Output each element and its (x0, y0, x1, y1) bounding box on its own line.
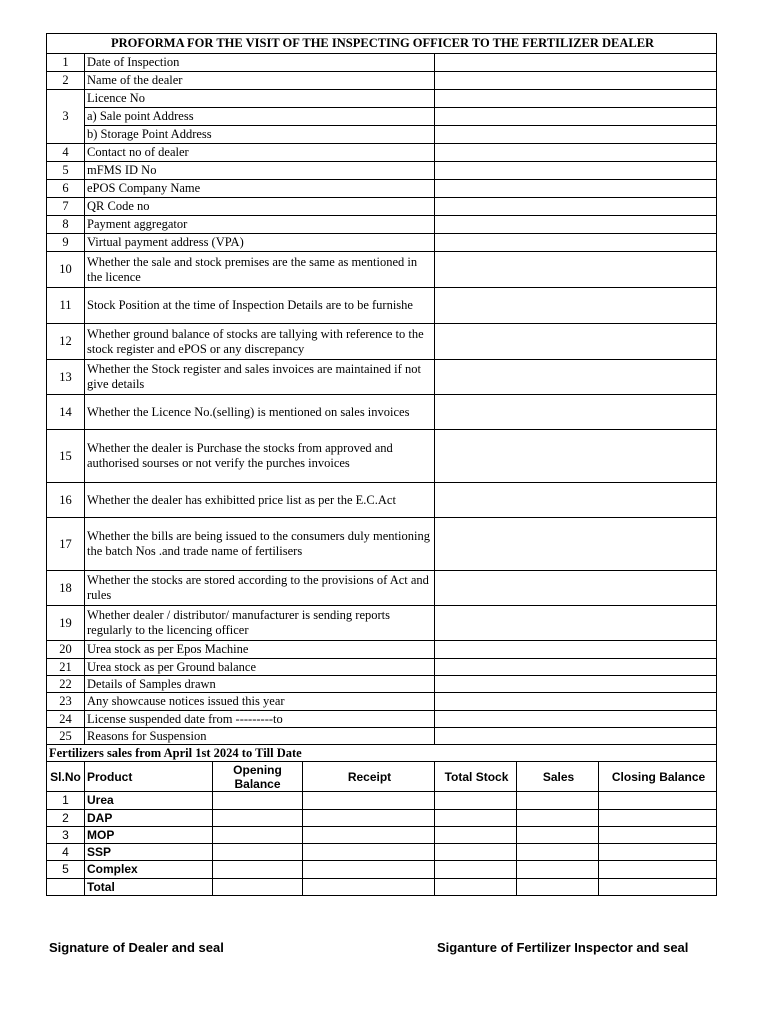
closing-balance-cell[interactable] (599, 792, 717, 810)
column-header: Opening Balance (213, 762, 303, 792)
inspector-signature-label: Siganture of Fertilizer Inspector and seal (437, 940, 689, 955)
product-number: 3 (47, 827, 85, 844)
closing-balance-cell[interactable] (599, 879, 717, 896)
item-number: 7 (47, 198, 85, 216)
answer-cell[interactable] (435, 108, 717, 126)
table-row (47, 483, 717, 518)
form-title: PROFORMA FOR THE VISIT OF THE INSPECTING OFFICER TO THE FERTILIZER DEALER (47, 34, 717, 54)
receipt-cell[interactable] (303, 861, 435, 879)
column-header: Closing Balance (599, 762, 717, 792)
total-stock-cell[interactable] (435, 861, 517, 879)
table-row (47, 108, 717, 126)
receipt-cell[interactable] (303, 827, 435, 844)
table-row (47, 198, 717, 216)
item-label: Virtual payment address (VPA) (85, 234, 435, 252)
receipt-cell[interactable] (303, 844, 435, 861)
column-header: Sales (517, 762, 599, 792)
item-number: 10 (47, 252, 85, 288)
product-name: Total (85, 879, 213, 896)
item-number: 6 (47, 180, 85, 198)
item-number: 20 (47, 641, 85, 659)
total-stock-cell[interactable] (435, 792, 517, 810)
item-number: 5 (47, 162, 85, 180)
table-row (47, 518, 717, 571)
answer-cell[interactable] (435, 430, 717, 483)
answer-cell[interactable] (435, 90, 717, 108)
receipt-cell[interactable] (303, 810, 435, 827)
item-label: Payment aggregator (85, 216, 435, 234)
answer-cell[interactable] (435, 606, 717, 641)
item-number: 9 (47, 234, 85, 252)
table-row (47, 216, 717, 234)
item-label: Whether the Licence No.(selling) is mentioned on sales invoices (85, 395, 435, 430)
opening-balance-cell[interactable] (213, 879, 303, 896)
column-header: Sl.No (47, 762, 85, 792)
sales-cell[interactable] (517, 844, 599, 861)
answer-cell[interactable] (435, 676, 717, 693)
table-row (47, 827, 717, 844)
item-number: 3 (47, 90, 85, 144)
item-number: 16 (47, 483, 85, 518)
sales-cell[interactable] (517, 879, 599, 896)
item-label: Name of the dealer (85, 72, 435, 90)
answer-cell[interactable] (435, 180, 717, 198)
item-number: 15 (47, 430, 85, 483)
total-stock-cell[interactable] (435, 844, 517, 861)
item-number: 18 (47, 571, 85, 606)
product-number: 1 (47, 792, 85, 810)
item-label: Contact no of dealer (85, 144, 435, 162)
opening-balance-cell[interactable] (213, 827, 303, 844)
item-number: 2 (47, 72, 85, 90)
item-number: 21 (47, 659, 85, 676)
product-name: SSP (85, 844, 213, 861)
answer-cell[interactable] (435, 234, 717, 252)
item-number: 13 (47, 360, 85, 395)
product-number: 2 (47, 810, 85, 827)
sales-header-row (47, 762, 717, 792)
sales-cell[interactable] (517, 861, 599, 879)
receipt-cell[interactable] (303, 792, 435, 810)
sales-cell[interactable] (517, 827, 599, 844)
table-row (47, 676, 717, 693)
item-label: Urea stock as per Epos Machine (85, 641, 435, 659)
table-row (47, 288, 717, 324)
table-row (47, 430, 717, 483)
table-row (47, 180, 717, 198)
item-number: 8 (47, 216, 85, 234)
item-label: Licence No (85, 90, 435, 108)
closing-balance-cell[interactable] (599, 861, 717, 879)
table-row (47, 810, 717, 827)
opening-balance-cell[interactable] (213, 861, 303, 879)
sales-cell[interactable] (517, 810, 599, 827)
item-label: Whether the bills are being issued to the consumers duly mentioning the batch Nos .and trade name of fertilisers (85, 518, 435, 571)
table-row (47, 861, 717, 879)
table-row (47, 844, 717, 861)
answer-cell[interactable] (435, 693, 717, 711)
item-number: 12 (47, 324, 85, 360)
product-number: 5 (47, 861, 85, 879)
inspection-proforma (46, 33, 716, 896)
table-row (47, 659, 717, 676)
product-name: DAP (85, 810, 213, 827)
item-label: a) Sale point Address (85, 108, 435, 126)
answer-cell[interactable] (435, 288, 717, 324)
item-number: 19 (47, 606, 85, 641)
product-number: 4 (47, 844, 85, 861)
opening-balance-cell[interactable] (213, 844, 303, 861)
opening-balance-cell[interactable] (213, 792, 303, 810)
answer-cell[interactable] (435, 659, 717, 676)
table-row (47, 126, 717, 144)
item-label: ePOS Company Name (85, 180, 435, 198)
answer-cell[interactable] (435, 198, 717, 216)
receipt-cell[interactable] (303, 879, 435, 896)
total-row (47, 879, 717, 896)
table-row (47, 72, 717, 90)
answer-cell[interactable] (435, 54, 717, 72)
answer-cell[interactable] (435, 711, 717, 728)
answer-cell[interactable] (435, 162, 717, 180)
table-row (47, 144, 717, 162)
table-row (47, 360, 717, 395)
column-header: Product (85, 762, 213, 792)
column-header: Total Stock (435, 762, 517, 792)
table-row (47, 324, 717, 360)
item-label: Whether the Stock register and sales invoices are maintained if not give details (85, 360, 435, 395)
item-number: 17 (47, 518, 85, 571)
column-header: Receipt (303, 762, 435, 792)
item-label: Whether dealer / distributor/ manufacturer is sending reports regularly to the licencing officer (85, 606, 435, 641)
table-row (47, 395, 717, 430)
table-row (47, 728, 717, 745)
answer-cell[interactable] (435, 126, 717, 144)
item-label: Whether ground balance of stocks are tallying with reference to the stock register and ePOS or any discrepancy (85, 324, 435, 360)
item-label: b) Storage Point Address (85, 126, 435, 144)
item-number: 4 (47, 144, 85, 162)
product-name: MOP (85, 827, 213, 844)
answer-cell[interactable] (435, 571, 717, 606)
item-number: 11 (47, 288, 85, 324)
item-label: mFMS ID No (85, 162, 435, 180)
table-row (47, 711, 717, 728)
dealer-signature-label: Signature of Dealer and seal (49, 940, 224, 955)
table-row (47, 571, 717, 606)
item-label: Reasons for Suspension (85, 728, 435, 745)
sales-heading: Fertilizers sales from April 1st 2024 to Till Date (47, 745, 717, 762)
closing-balance-cell[interactable] (599, 844, 717, 861)
answer-cell[interactable] (435, 728, 717, 745)
answer-cell[interactable] (435, 72, 717, 90)
item-label: Urea stock as per Ground balance (85, 659, 435, 676)
answer-cell[interactable] (435, 395, 717, 430)
item-label: Whether the sale and stock premises are the same as mentioned in the licence (85, 252, 435, 288)
answer-cell[interactable] (435, 252, 717, 288)
product-number (47, 879, 85, 896)
table-row (47, 90, 717, 108)
item-label: Any showcause notices issued this year (85, 693, 435, 711)
item-label: Whether the stocks are stored according to the provisions of Act and rules (85, 571, 435, 606)
table-row (47, 54, 717, 72)
item-label: QR Code no (85, 198, 435, 216)
item-label: Details of Samples drawn (85, 676, 435, 693)
product-name: Complex (85, 861, 213, 879)
closing-balance-cell[interactable] (599, 810, 717, 827)
closing-balance-cell[interactable] (599, 827, 717, 844)
item-label: License suspended date from ---------to (85, 711, 435, 728)
item-number: 25 (47, 728, 85, 745)
answer-cell[interactable] (435, 144, 717, 162)
item-label: Stock Position at the time of Inspection Details are to be furnishe (85, 288, 435, 324)
answer-cell[interactable] (435, 216, 717, 234)
answer-cell[interactable] (435, 324, 717, 360)
table-row (47, 792, 717, 810)
total-stock-cell[interactable] (435, 827, 517, 844)
answer-cell[interactable] (435, 483, 717, 518)
item-label: Date of Inspection (85, 54, 435, 72)
item-label: Whether the dealer has exhibitted price list as per the E.C.Act (85, 483, 435, 518)
total-stock-cell[interactable] (435, 810, 517, 827)
total-stock-cell[interactable] (435, 879, 517, 896)
item-number: 22 (47, 676, 85, 693)
answer-cell[interactable] (435, 641, 717, 659)
opening-balance-cell[interactable] (213, 810, 303, 827)
table-row (47, 641, 717, 659)
table-row (47, 234, 717, 252)
table-row (47, 162, 717, 180)
table-row (47, 693, 717, 711)
answer-cell[interactable] (435, 360, 717, 395)
item-number: 24 (47, 711, 85, 728)
item-label: Whether the dealer is Purchase the stocks from approved and authorised sourses or not verify the purches invoices (85, 430, 435, 483)
item-number: 1 (47, 54, 85, 72)
product-name: Urea (85, 792, 213, 810)
answer-cell[interactable] (435, 518, 717, 571)
table-row (47, 606, 717, 641)
sales-cell[interactable] (517, 792, 599, 810)
item-number: 23 (47, 693, 85, 711)
table-row (47, 252, 717, 288)
proforma-table (46, 33, 717, 896)
item-number: 14 (47, 395, 85, 430)
